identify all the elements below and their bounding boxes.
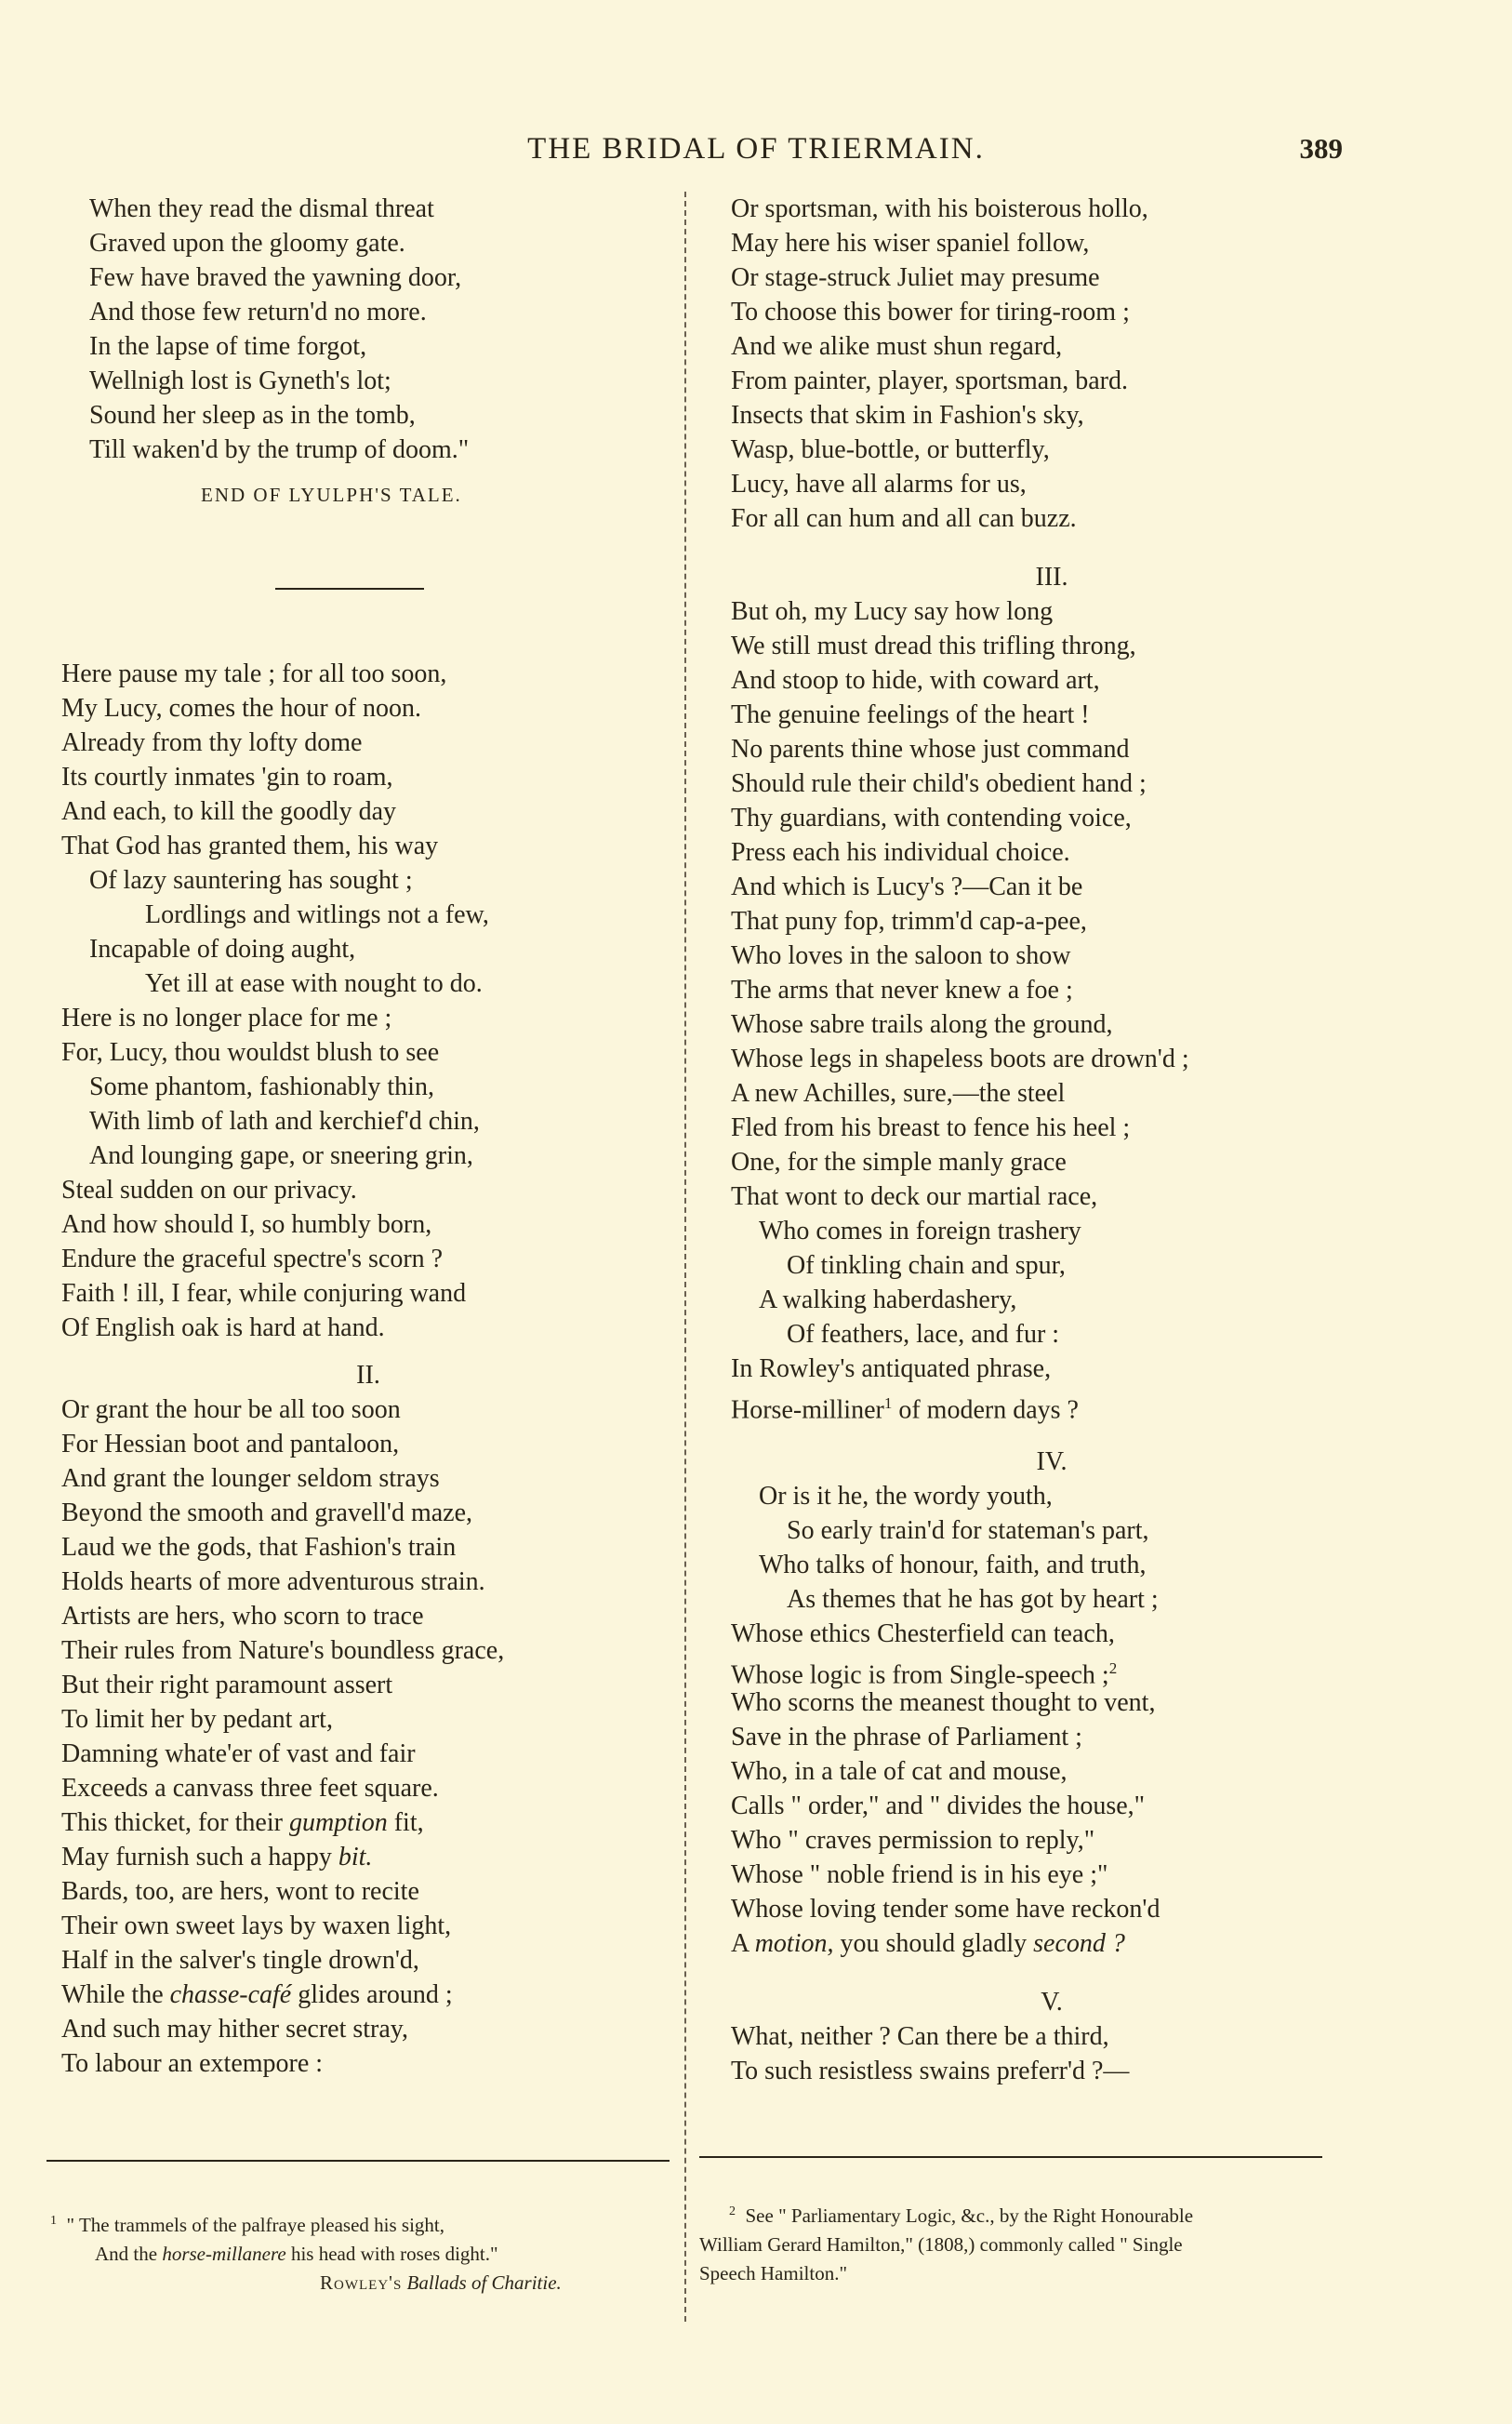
italic-word: gumption [288, 1808, 388, 1837]
verse-line: The arms that never knew a foe ; [731, 976, 1073, 1005]
verse-line: Or stage-struck Juliet may presume [731, 263, 1100, 292]
verse-line: And stoop to hide, with coward art, [731, 666, 1100, 695]
verse-line: And how should I, so humbly born, [61, 1210, 432, 1239]
verse-line: One, for the simple manly grace [731, 1148, 1067, 1177]
verse-line: To labour an extempore : [61, 2049, 324, 2078]
verse-line: My Lucy, comes the hour of noon. [61, 694, 421, 723]
verse-line: And those few return'd no more. [89, 298, 427, 326]
verse-text: This thicket, for their [61, 1808, 283, 1837]
verse-line: Endure the graceful spectre's scorn ? [61, 1245, 444, 1273]
verse-line: But their right paramount assert [61, 1671, 393, 1699]
verse-line: Thy guardians, with contending voice, [731, 804, 1132, 832]
verse-line: Their rules from Nature's boundless grace, [61, 1636, 505, 1665]
verse-line: Of feathers, lace, and fur : [787, 1320, 1060, 1349]
footnote-text: See " Parliamentary Logic, &c., by the Right Honourable [745, 2204, 1194, 2227]
stanza-number: V. [1041, 1988, 1063, 2017]
verse-line: Of tinkling chain and spur, [787, 1251, 1066, 1280]
verse-line: For, Lucy, thou wouldst blush to see [61, 1038, 440, 1067]
verse-line: Artists are hers, who scorn to trace [61, 1602, 424, 1631]
verse-line: That God has granted them, his way [61, 832, 439, 860]
verse-text: Horse-milliner [731, 1395, 884, 1425]
verse-line: When they read the dismal threat [89, 194, 434, 223]
verse-line [731, 1386, 1373, 1425]
column-divider [684, 192, 686, 2322]
verse-line: To limit her by pedant art, [61, 1705, 333, 1734]
verse-line: But oh, my Lucy say how long [731, 597, 1054, 626]
verse-line: As themes that he has got by heart ; [787, 1585, 1159, 1614]
verse-line: Or is it he, the wordy youth, [759, 1482, 1053, 1511]
verse-text: you should gladly [840, 1929, 1028, 1958]
verse-line: The genuine feelings of the heart ! [731, 700, 1090, 729]
footnote-marker: 2 [729, 2204, 736, 2218]
verse-line: Whose ethics Chesterfield can teach, [731, 1619, 1115, 1648]
verse-line: That puny fop, trimm'd cap-a-pee, [731, 907, 1087, 936]
italic-word: motion, [754, 1929, 834, 1958]
verse-line: And such may hither secret stray, [61, 2015, 408, 2044]
page-header [0, 132, 1512, 175]
verse-line: Save in the phrase of Parliament ; [731, 1723, 1082, 1751]
verse-line: In the lapse of time forgot, [89, 332, 367, 361]
verse-line: Here pause my tale ; for all too soon, [61, 659, 447, 688]
italic-word: bit. [338, 1843, 373, 1871]
verse-line: Laud we the gods, that Fashion's train [61, 1533, 457, 1562]
verse-line: Should rule their child's obedient hand ; [731, 769, 1147, 798]
verse-line: What, neither ? Can there be a third, [731, 2022, 1109, 2051]
left-column [61, 192, 675, 2081]
footnote-1 [50, 2206, 673, 2297]
verse-line: Its courtly inmates 'gin to roam, [61, 763, 393, 792]
verse-line: A walking haberdashery, [759, 1285, 1017, 1314]
verse-line: Calls " order," and " divides the house," [731, 1791, 1146, 1820]
verse-line: Damning whate'er of vast and fair [61, 1739, 416, 1768]
verse-line: And we alike must shun regard, [731, 332, 1063, 361]
verse-line: Here is no longer place for me ; [61, 1004, 392, 1032]
stanza-number: IV. [1036, 1447, 1068, 1476]
footnote-line [699, 2197, 1350, 2231]
verse-line: Whose loving tender some have reckon'd [731, 1895, 1161, 1924]
verse-line: Wasp, blue-bottle, or butterfly, [731, 435, 1050, 464]
footnote-marker: 1 [50, 2214, 57, 2228]
footnote-ref[interactable]: 2 [1108, 1659, 1118, 1677]
verse-line: Whose sabre trails along the ground, [731, 1010, 1113, 1039]
verse-line: Some phantom, fashionably thin, [89, 1072, 434, 1101]
footnote-line: Speech Hamilton." [699, 2262, 848, 2284]
verse-line: Steal sudden on our privacy. [61, 1176, 357, 1205]
verse-line: To such resistless swains preferr'd ?— [731, 2057, 1130, 2085]
verse-line: Exceeds a canvass three feet square. [61, 1774, 439, 1803]
verse-line: So early train'd for stateman's part, [787, 1516, 1149, 1545]
verse-line: For all can hum and all can buzz. [731, 504, 1077, 533]
italic-word: horse-millanere [162, 2243, 286, 2265]
footnote-text: " The trammels of the palfraye pleased his sight, [66, 2214, 444, 2236]
verse-line: Yet ill at ease with nought to do. [145, 969, 483, 998]
verse-line: Who, in a tale of cat and mouse, [731, 1757, 1068, 1786]
verse-line: And each, to kill the goodly day [61, 797, 397, 826]
stanza-number: II. [356, 1361, 380, 1390]
verse-line: Or grant the hour be all too soon [61, 1395, 401, 1424]
verse-text: A [731, 1929, 749, 1958]
verse-line: Who scorns the meanest thought to vent, [731, 1688, 1156, 1717]
verse-line: No parents thine whose just command [731, 735, 1130, 764]
footnote-2 [699, 2197, 1350, 2288]
verse-text: Whose logic is from Single-speech ; [731, 1660, 1109, 1690]
verse-line: In Rowley's antiquated phrase, [731, 1354, 1052, 1383]
verse-line: From painter, player, sportsman, bard. [731, 366, 1128, 395]
verse-line: May here his wiser spaniel follow, [731, 229, 1090, 258]
verse-line: Insects that skim in Fashion's sky, [731, 401, 1084, 430]
running-title: THE BRIDAL OF TRIERMAIN. [527, 132, 985, 166]
page-number: 389 [1299, 132, 1343, 165]
verse-line: Wellnigh lost is Gyneth's lot; [89, 366, 391, 395]
verse-line: Lordlings and witlings not a few, [145, 900, 489, 929]
footnote-line [50, 2206, 673, 2240]
footnote-source: Ballads of Charitie. [406, 2271, 562, 2294]
italic-word: second ? [1033, 1929, 1125, 1958]
verse-line: Holds hearts of more adventurous strain. [61, 1567, 485, 1596]
verse-line: Fled from his breast to fence his heel ; [731, 1113, 1131, 1142]
footnote-ref[interactable]: 1 [883, 1394, 893, 1412]
verse-line: Who comes in foreign trashery [759, 1217, 1081, 1245]
verse-line [61, 1840, 675, 1874]
right-column [731, 192, 1373, 2088]
footnote-text: And the [95, 2243, 158, 2265]
verse-text: While the [61, 1980, 164, 2009]
verse-line: Whose legs in shapeless boots are drown'd ; [731, 1045, 1189, 1073]
verse-line [61, 1805, 675, 1840]
verse-text: fit, [393, 1808, 424, 1837]
verse-line: Till waken'd by the trump of doom." [89, 435, 470, 464]
verse-text: glides around ; [298, 1980, 453, 2009]
verse-line: And lounging gape, or sneering grin, [89, 1141, 473, 1170]
verse-text: of modern days ? [892, 1395, 1079, 1425]
verse-line: Of English oak is hard at hand. [61, 1313, 385, 1342]
footnote-line [50, 2240, 673, 2269]
verse-line: Already from thy lofty dome [61, 728, 363, 757]
end-of-tale-colophon: END OF LYULPH'S TALE. [201, 484, 462, 506]
footnote-rule [46, 2160, 670, 2162]
verse-line: Whose " noble friend is in his eye ;" [731, 1860, 1108, 1889]
footnote-attribution [50, 2269, 673, 2297]
verse-line: Incapable of doing aught, [89, 935, 356, 964]
footnote-line: William Gerard Hamilton," (1808,) commonly called " Single [699, 2233, 1183, 2256]
verse-line: A new Achilles, sure,—the steel [731, 1079, 1066, 1108]
verse-line: Their own sweet lays by waxen light, [61, 1911, 452, 1940]
footnote-text: his head with roses dight." [290, 2243, 498, 2265]
verse-line: Graved upon the gloomy gate. [89, 229, 405, 258]
verse-line [61, 1978, 675, 2012]
verse-line: Sound her sleep as in the tomb, [89, 401, 416, 430]
verse-line: Who talks of honour, faith, and truth, [759, 1551, 1147, 1579]
verse-line: Of lazy sauntering has sought ; [89, 866, 413, 895]
verse-line: Half in the salver's tingle drown'd, [61, 1946, 419, 1975]
verse-line: That wont to deck our martial race, [731, 1182, 1098, 1211]
verse-line: Press each his individual choice. [731, 838, 1070, 867]
verse-line: Bards, too, are hers, wont to recite [61, 1877, 419, 1906]
verse-line: With limb of lath and kerchief'd chin, [89, 1107, 480, 1136]
italic-word: chasse-café [169, 1980, 292, 2009]
verse-line: Who loves in the saloon to show [731, 941, 1071, 970]
verse-line [731, 1926, 1373, 1961]
verse-line: And grant the lounger seldom strays [61, 1464, 440, 1493]
verse-line: For Hessian boot and pantaloon, [61, 1430, 400, 1458]
verse-text: May furnish such a happy [61, 1843, 332, 1871]
verse-line: Lucy, have all alarms for us, [731, 470, 1027, 499]
verse-line: Beyond the smooth and gravell'd maze, [61, 1498, 473, 1527]
footnote-author: Rowley's [320, 2271, 403, 2294]
verse-line: We still must dread this trifling throng, [731, 632, 1136, 660]
verse-line: Few have braved the yawning door, [89, 263, 462, 292]
verse-line: Or sportsman, with his boisterous hollo, [731, 194, 1148, 223]
verse-line: Who " craves permission to reply," [731, 1826, 1095, 1855]
verse-line: To choose this bower for tiring-room ; [731, 298, 1130, 326]
footnote-rule [699, 2156, 1322, 2158]
verse-line [731, 1651, 1373, 1690]
verse-line: Faith ! ill, I fear, while conjuring wand [61, 1279, 467, 1308]
verse-line: And which is Lucy's ?—Can it be [731, 872, 1083, 901]
stanza-number: III. [1035, 563, 1068, 592]
